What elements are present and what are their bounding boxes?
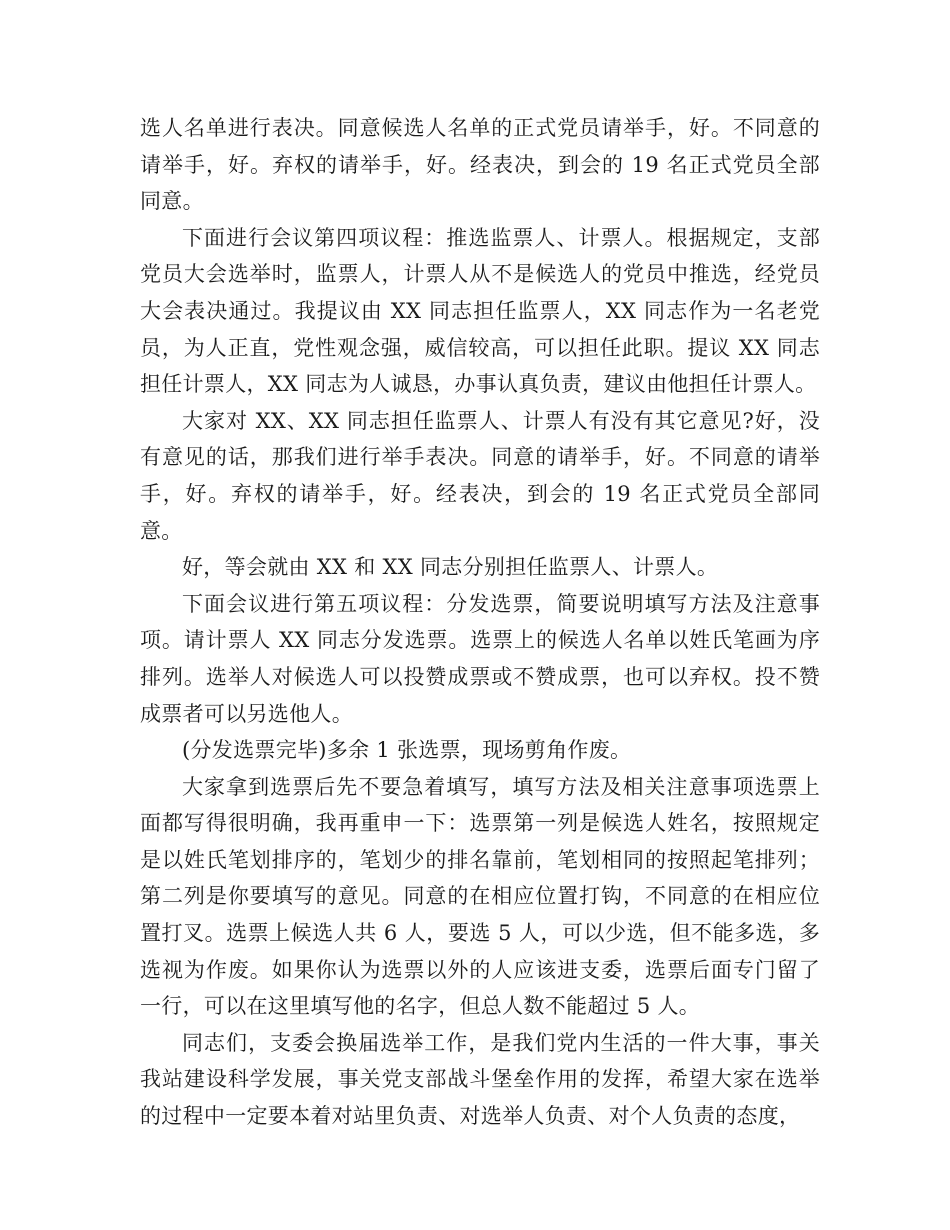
paragraph-continuation: 选人名单进行表决。同意候选人名单的正式党员请举手，好。不同意的请举手，好。弃权的请举手，好。经表决，到会的 19 名正式党员全部同意。 — [140, 116, 820, 214]
paragraph-vote-scrutineers: 大家对 XX、XX 同志担任监票人、计票人有没有其它意见?好，没有意见的话，那我们进行举手表决。同意的请举手，好。不同意的请举手，好。弃权的请举手，好。经表决，到会的 19 名正式党员全部同意。 — [140, 408, 820, 543]
paragraph-ballots-distributed: (分发选票完毕)多余 1 张选票，现场剪角作废。 — [182, 738, 632, 763]
document-body — [140, 110, 820, 1135]
paragraph-ballot-instructions: 大家拿到选票后先不要急着填写，填写方法及相关注意事项选票上面都写得很明确，我再重申一下：选票第一列是候选人姓名，按照规定是以姓氏笔划排序的，笔划少的排名靠前，笔划相同的按照起笔排列；第二列是你要填写的意见。同意的在相应位置打钩，不同意的在相应位置打叉。选票上候选人共 6 人，要选 5 人，可以少选，但不能多选，多选视为作废。如果你认为选票以外的人应该进支委，选票后面专门留了一行，可以在这里填写他的名字，但总人数不能超过 5 人。 — [140, 774, 820, 1019]
paragraph-agenda-item-five: 下面会议进行第五项议程：分发选票，简要说明填写方法及注意事项。请计票人 XX 同志分发选票。选票上的候选人名单以姓氏笔画为序排列。选举人对候选人可以投赞成票或不赞成票，也可以弃权。投不赞成票者可以另选他人。 — [140, 591, 820, 726]
paragraph-scrutineers-confirmed: 好，等会就由 XX 和 XX 同志分别担任监票人、计票人。 — [182, 555, 719, 580]
paragraph-agenda-item-four: 下面进行会议第四项议程：推选监票人、计票人。根据规定，支部党员大会选举时，监票人，计票人从不是候选人的党员中推选，经党员大会表决通过。我提议由 XX 同志担任监票人，XX 同志作为一名老党员，为人正直，党性观念强，威信较高，可以担任此职。提议 XX 同志担任计票人，XX 同志为人诚恳，办事认真负责，建议由他担任计票人。 — [140, 225, 820, 397]
paragraph-closing-remarks: 同志们，支委会换届选举工作，是我们党内生活的一件大事，事关我站建设科学发展，事关党支部战斗堡垒作用的发挥，希望大家在选举的过程中一定要本着对站里负责、对选举人负责、对个人负责的态度， — [140, 1030, 820, 1129]
